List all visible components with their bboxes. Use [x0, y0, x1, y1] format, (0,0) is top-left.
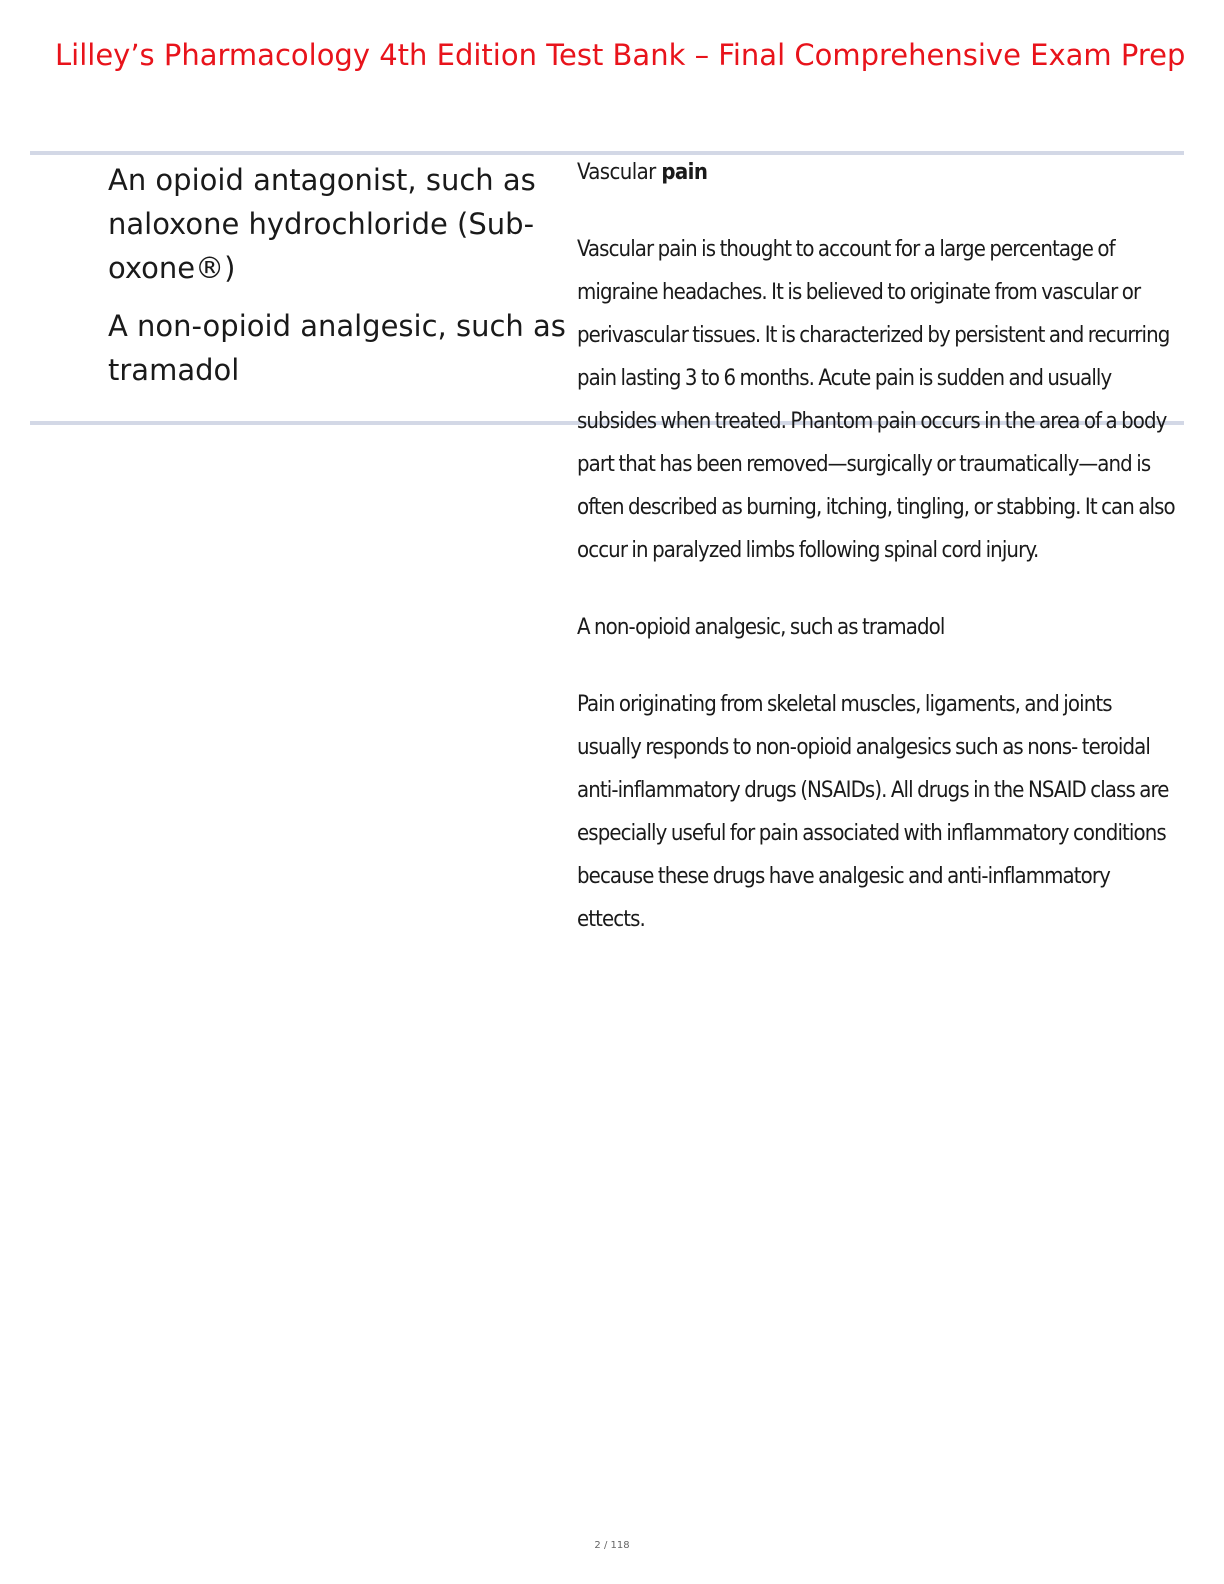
- option-non-opioid-analgesic: A non-opioid analgesic, such as tramadol: [108, 309, 566, 387]
- document-title: Lilley’s Pharmacology 4th Edition Test Bank – Final Comprehensive Exam Prep: [55, 38, 1186, 72]
- answer-non-opioid-analgesic: A non-opioid analgesic, such as tramadol: [577, 615, 945, 640]
- explanation-vascular-pain: Vascular pain is thought to account for a large percentage of migraine headaches. It is believed to originate from vascular or perivascular tissues. It is characterized by persistent and recurring pain lasting 3 to 6 months. Acute pain is sudden and usually subsides when treated. Phantom pain occurs in the area of a body part that has been removed—surgically or traumatically—and is often described as burning, itching, tingling, or stabbing. It can also occur in paralyzed limbs following spinal cord injury.: [577, 237, 1175, 563]
- answer-heading-vascular-pain: [577, 151, 1177, 194]
- page-indicator: 2 / 118: [594, 1540, 630, 1551]
- explanation-nsaids: Pain originating from skeletal muscles, ligaments, and joints usually responds to non-opioid analgesics such as nons- teroidal anti-inflammatory drugs (NSAIDs). All drugs in the NSAID class are especially useful for pain associated with inflammatory conditions because these drugs have analgesic and anti-inflammatory ettects.: [577, 692, 1169, 932]
- option-opioid-antagonist: An opioid antagonist, such as naloxone hydrochloride (Sub- oxone®): [108, 163, 536, 285]
- answer-heading-bold: pain: [661, 160, 708, 185]
- answers-column: [577, 151, 1177, 975]
- question-options-column: [108, 158, 570, 406]
- answer-heading-prefix: Vascular: [577, 160, 656, 185]
